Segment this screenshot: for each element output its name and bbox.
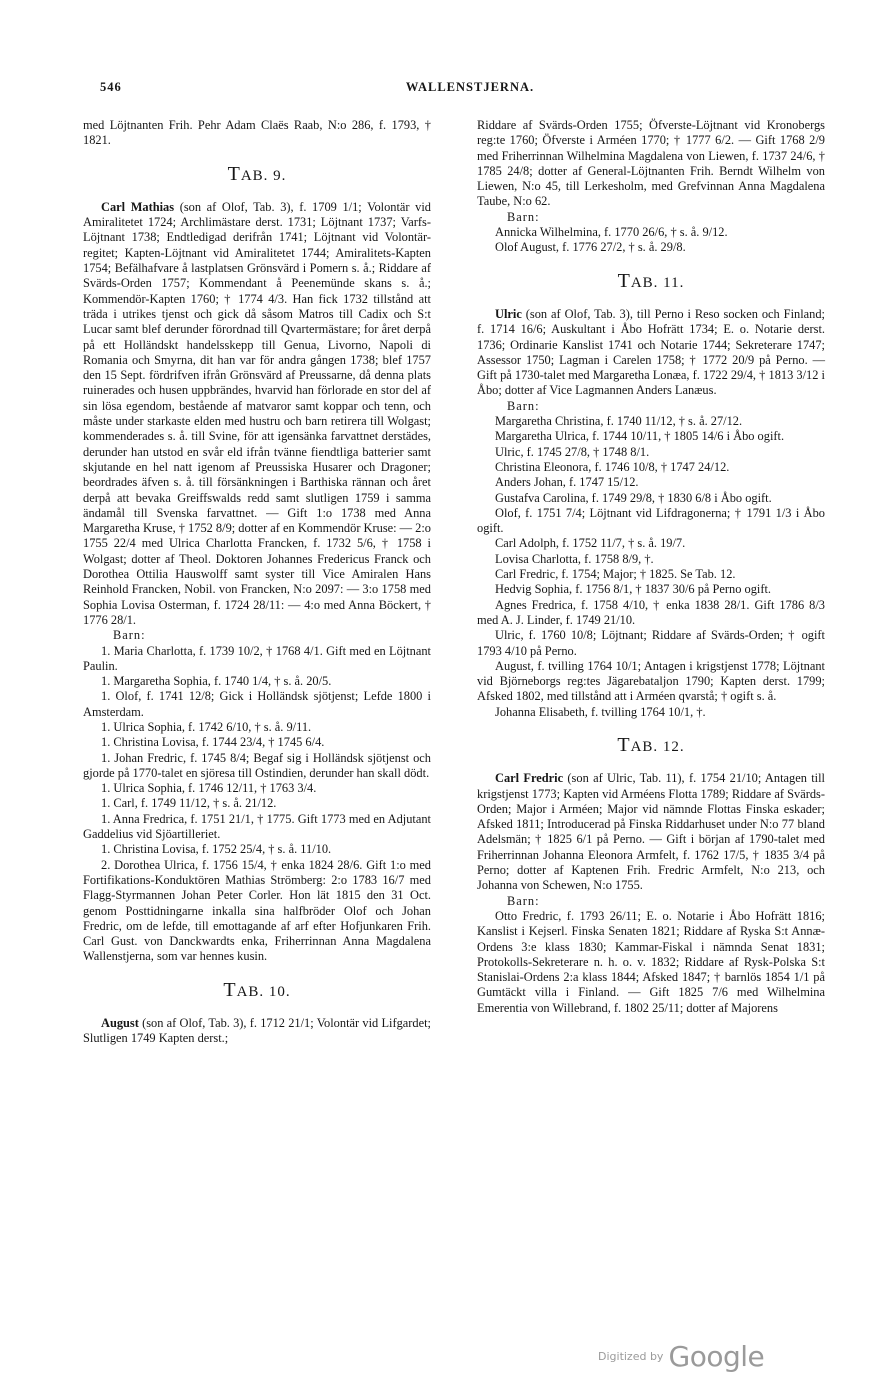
- left-column: [83, 118, 431, 1047]
- tab-11-entry: Ulric (son af Olof, Tab. 3), till Perno i Reso socken och Finland; f. 1714 16/6; Auskultant i Åbo Hofrätt 1734; E. o. Notarie derst. 1736; Ordinarie Kanslist 1741 och Notarie 1744; Sekreterare 1747; Assessor 1750; Lagman i Carelen 1758; † 1772 20/9 på Perno. — Gift på 1730-talet med Margaretha Lonæa, f. 1722 29/4, † 1813 3/12 i Åbo; dotter af Vice Lagmannen Anders Lanæus.: [477, 306, 825, 398]
- child-entry: 1. Olof, f. 1741 12/8; Gick i Holländsk sjötjenst; Lefde 1800 i Amsterdam.: [83, 689, 431, 719]
- child-entry: 1. Johan Fredric, f. 1745 8/4; Begaf sig i Holländsk sjötjenst och gjorde på 1770-talet en sjöresa till Ostindien, derunder han skall dödt.: [83, 750, 431, 780]
- right-column: [477, 118, 825, 1016]
- child-entry: Anders Johan, f. 1747 15/12.: [495, 475, 639, 490]
- digitized-watermark: [598, 1340, 764, 1373]
- child-entry: 1. Ulrica Sophia, f. 1746 12/11, † 1763 3/4.: [101, 781, 317, 796]
- page-header: [100, 80, 840, 102]
- child-entry: Annicka Wilhelmina, f. 1770 26/6, † s. å. 9/12.: [495, 225, 728, 240]
- tab-10-heading: TAB. 10.: [223, 978, 291, 1001]
- child-entry: 2. Dorothea Ulrica, f. 1756 15/4, † enka 1824 28/6. Gift 1:o med Fortifikations-Konduktören Mathias Strömberg: 2:o 1783 16/7 med Flagg-Styrmannen Johan Peter Corler. Hon lät 1815 den 31 Oct. genom Posttidningarne inkalla sina halfbröder Olof och Johan Fredric, om de lefde, till emottagande af arf efter Hofjunkaren Frih. Carl Gust. von Danckwardts enka, Friherrinnan Anna Magdalena Wallenstjerna, som var hennes kusin.: [83, 857, 431, 964]
- child-entry: Margaretha Ulrica, f. 1744 10/11, † 1805 14/6 i Åbo ogift.: [495, 429, 785, 444]
- tab-10-entry: August (son af Olof, Tab. 3), f. 1712 21/1; Volontär vid Lifgardet; Slutligen 1749 Kapten derst.;: [83, 1016, 431, 1046]
- child-entry: Otto Fredric, f. 1793 26/11; E. o. Notarie i Åbo Hofrätt 1816; Kanslist i Kejserl. Finska Senaten 1821; Riddare af Ryska S:t Annæ-Ordens 3:e klass 1830; Kammar-Fiskal i nämnda Senat 1831; Protokolls-Sekreterare n. h. o. v. 1832; Riddare af Rysk-Polska S:t Stanislai-Ordens 2:a klass 1844; Afsked 1847; † barnlös 1854 1/1 på Gumtäckt villa i Finland. — Gift 1825 7/6 med Wilhelmina Emerentia von Willebrand, f. 1802 25/11; dotter af Majorens: [477, 908, 825, 1015]
- running-title: WALLENSTJERNA.: [405, 80, 535, 94]
- child-entry: Christina Eleonora, f. 1746 10/8, † 1747 24/12.: [495, 459, 730, 474]
- person-name: Carl Mathias: [101, 199, 175, 214]
- continuation-paragraph: Riddare af Svärds-Orden 1755; Öfverste-Löjtnant vid Kronobergs reg:te 1760; Öfverste i Arméen 1770; † 1777 6/2. — Gift 1768 2/9 med Friherrinnan Wilhelmina Magdalena von Liewen, f. 1737 24/6, † 1785 24/8; dotter af General-Löjtnanten Frih. Berndt Wilhelm von Liewen, N:o 45, till Lerkesholm, med Grefvinnan Anna Magdalena Taube, N:o 62.: [477, 118, 825, 209]
- digitized-label: Digitized by: [598, 1350, 664, 1363]
- child-entry: Olof August, f. 1776 27/2, † s. å. 29/8.: [495, 240, 686, 255]
- child-entry: Carl Fredric, f. 1754; Major; † 1825. Se Tab. 12.: [495, 567, 736, 582]
- barn-label: Barn:: [113, 628, 146, 643]
- person-name: August: [101, 1016, 139, 1031]
- child-entry: Johanna Elisabeth, f. tvilling 1764 10/1, †.: [495, 704, 706, 719]
- child-entry: Lovisa Charlotta, f. 1758 8/9, †.: [495, 551, 654, 566]
- child-entry: Agnes Fredrica, f. 1758 4/10, † enka 1838 28/1. Gift 1786 8/3 med A. J. Linder, f. 1749 21/10.: [477, 597, 825, 627]
- child-entry: Hedvig Sophia, f. 1756 8/1, † 1837 30/6 på Perno ogift.: [495, 582, 772, 597]
- person-name: Ulric: [495, 306, 522, 321]
- child-entry: 1. Carl, f. 1749 11/12, † s. å. 21/12.: [101, 796, 277, 811]
- person-name: Carl Fredric: [495, 771, 564, 786]
- barn-label: Barn:: [507, 209, 540, 224]
- child-entry: Ulric, f. 1760 10/8; Löjtnant; Riddare af Svärds-Orden; † ogift 1793 4/10 på Perno.: [477, 628, 825, 658]
- google-logo: Google: [668, 1340, 765, 1373]
- child-entry: 1. Ulrica Sophia, f. 1742 6/10, † s. å. 9/11.: [101, 719, 312, 734]
- child-entry: Ulric, f. 1745 27/8, † 1748 8/1.: [495, 444, 650, 459]
- child-entry: Margaretha Christina, f. 1740 11/12, † s. å. 27/12.: [495, 414, 743, 429]
- child-entry: August, f. tvilling 1764 10/1; Antagen i krigstjenst 1778; Löjtnant vid Björneborgs reg:tes Jägarebataljon 1790; Kapten derst. 1799; Afsked 1802, med tillstånd att i Arméen qvarstå; † ogift s. å.: [477, 658, 825, 704]
- child-entry: Olof, f. 1751 7/4; Löjtnant vid Lifdragonerna; † 1791 1/3 i Åbo ogift.: [477, 505, 825, 536]
- child-entry: 1. Christina Lovisa, f. 1744 23/4, † 1745 6/4.: [101, 735, 325, 750]
- child-entry: 1. Anna Fredrica, f. 1751 21/1, † 1775. Gift 1773 med en Adjutant Gaddelius vid Sjöartilleriet.: [83, 811, 431, 842]
- tab-9-heading: TAB. 9.: [227, 162, 287, 185]
- tab-12-heading: TAB. 12.: [617, 733, 685, 756]
- child-entry: 1. Margaretha Sophia, f. 1740 1/4, † s. å. 20/5.: [101, 674, 332, 689]
- child-entry: Gustafva Carolina, f. 1749 29/8, † 1830 6/8 i Åbo ogift.: [495, 490, 772, 505]
- tab-12-entry: Carl Fredric (son af Ulric, Tab. 11), f. 1754 21/10; Antagen till krigstjenst 1773; Kapten vid Arméens Flotta 1789; Riddare af Svärds-Orden; Major i Arméen; Major vid nämnde Flottas Finska eskader; Afsked 1811; Introducerad på Finska Riddarhuset under N:o 77 bland Adelsmän; † 1825 6/1 på Perno. — Gift i början af 1790-talet med Friherrinnan Johanna Eleonora Armfelt, f. 1762 17/5, † 1835 3/4 på Perno; dotter af Kaptenen Frih. Fredric Armfelt, N:o 213, och Johanna von Schewen, N:o 1755.: [477, 771, 825, 893]
- tab-9-entry: Carl Mathias (son af Olof, Tab. 3), f. 1709 1/1; Volontär vid Amiralitetet 1724; Archlimästare derst. 1731; Löjtnant 1737; Varfs-Löjtnant 1738; Endtledigad derifrån 1741; Löjtnant vid Volontär-regitet; Kapten-Löjtnant vid Amiralitetet 1744; Amiralitets-Kapten 1754; Befälhafvare å lastplatsen Grönsvärd i Pomern s. å.; Riddare af Svärds-Orden 1757; Kommendant å Peenemünde skans s. å.; Kommendör-Kapten 1760; † 1774 4/3. Han fick 1732 tillstånd att träda i utrikes tjenst och gick då såsom Matros till Cadix och S:t Lucar samt blef derunder förordnad till Qvartermästare; for året derpå på ett Holländskt handelsskepp till Genua, Livorno, Napoli di Romania och Smyrna, dit han var för andra gången 1738; blef 1757 den 15 Sept. fördrifven ifrån Grönsvärd af Preussarne, då denna plats ruinerades och husen uppbrändes, hvarvid han förlorade en stor del af sin lösa egendom, bestående af matvaror samt koppar och tenn, och måste under starkaste elden med hustru och barn retirera till Wolgast; kommenderades s. å. till Svine, för att igensänka farvattnet derstädes, derunder han utstod en svår eld ifrån tvänne fiendtliga batterier samt skjutande en hel natt igenom af Preussiska Husarer och Dragoner; beordrades äfven s. å. till försänkningen i Barthiska rännan och året derpå att bevaka Greiffswalds redd samt slutligen 1759 i samma ändamål till Svenska farvattnet. — Gift 1:o 1738 med Anna Margaretha Kruse, † 1752 8/9; dotter af en Kommendör Kruse: — 2:o 1755 22/4 med Ulrica Charlotta Francken, f. 1732 5/6, † 1758 i Wolgast; dotter af Theol. Doktoren Johannes Fredericus Franck och Dorothea Ottilia Hauswolff samt syster till Vice Amiralen Hans Reinhold Francken, Nobil. von Francken, N:o 2097: — 3:o 1758 med Sophia Lovisa Osterman, f. 1724 28/11: — 4:o med Anna Böckert, † 1776 28/1.: [83, 199, 432, 627]
- tab-11-heading: TAB. 11.: [617, 269, 685, 292]
- barn-label: Barn:: [507, 893, 540, 908]
- child-entry: Carl Adolph, f. 1752 11/7, † s. å. 19/7.: [495, 536, 686, 551]
- child-entry: 1. Christina Lovisa, f. 1752 25/4, † s. å. 11/10.: [101, 842, 332, 857]
- child-entry: 1. Maria Charlotta, f. 1739 10/2, † 1768 4/1. Gift med en Löjtnant Paulin.: [83, 643, 431, 673]
- intro-paragraph: med Löjtnanten Frih. Pehr Adam Claës Raab, N:o 286, f. 1793, † 1821.: [83, 118, 431, 148]
- barn-label: Barn:: [507, 398, 540, 413]
- page-number: 546: [100, 80, 122, 94]
